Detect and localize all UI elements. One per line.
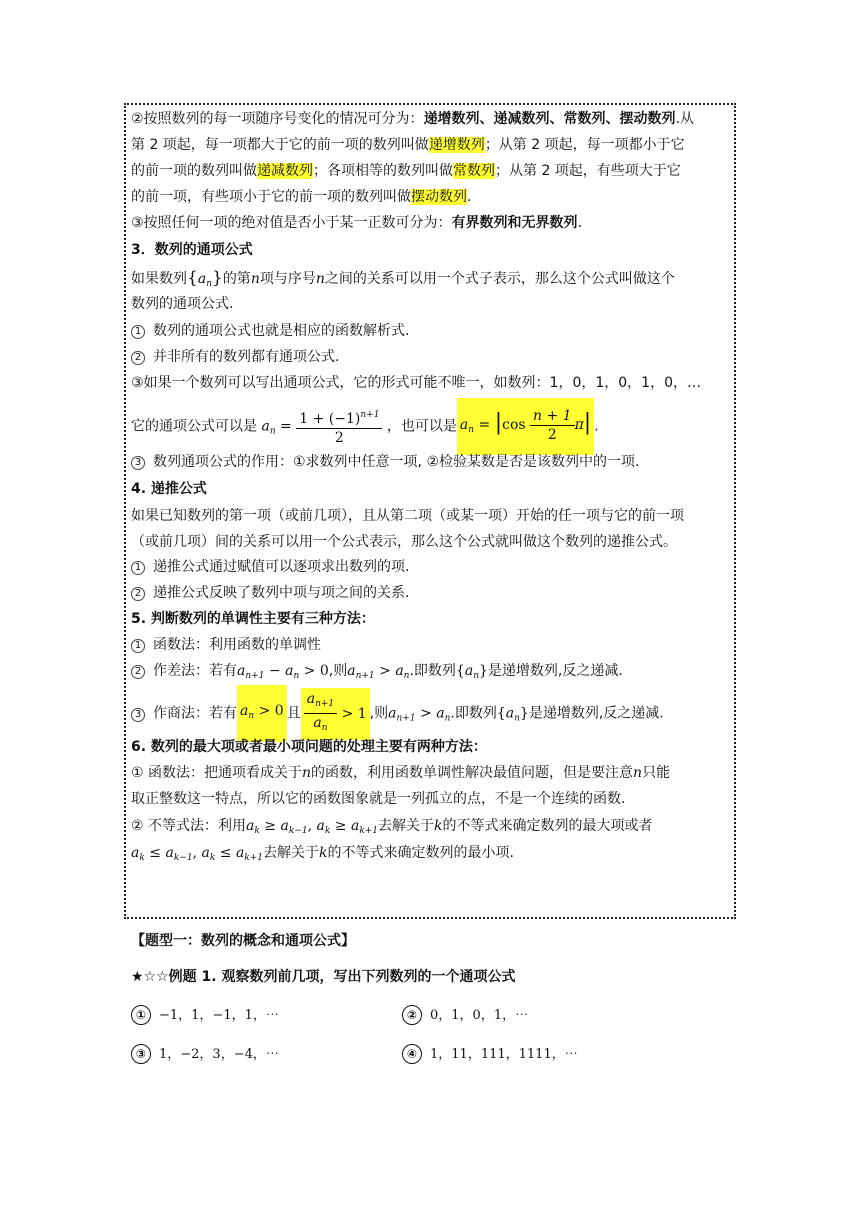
paragraph-line: 的前一项的数列叫做递减数列；各项相等的数列叫做常数列；从第 2 项起，有些项大于它 [131,163,681,179]
paragraph-line: 的前一项，有些项小于它的前一项的数列叫做摆动数列. [131,189,472,205]
paragraph-bounded: ③按照任何一项的绝对值是否小于某一正数可分为：有界数列和无界数列. [131,215,583,231]
item-number: ① [131,1005,151,1025]
list-item: 3 作商法：若有 $a_n > 0$ 且 $\frac{a_{n+1}}{a_n}$ > 1 ,则$a_{n+1} > a_n$.即数列$\{a_n\}$是递增数列,反之递减. [131,685,664,743]
section-heading-general-term: 3．数列的通项公式 [131,242,253,258]
highlight-decreasing: 递减数列 [257,163,313,179]
list-item: 2 递推公式反映了数列中项与项之间的关系. [131,583,409,603]
example-item: ② 0，1，0，1，⋯ [402,1004,528,1025]
list-item: ② 不等式法：利用$a_k \ge a_{k-1}$, $a_k \ge a_{k+1}$去解关于k的不等式来确定数列的最大项或者 [131,818,653,836]
paragraph-line: 取正整数这一特点，所以它的函数图象就是一列孤立的点，不是一个连续的函数. [131,791,626,807]
formula-line: 它的通项公式可以是 $a_n$ = $\frac{1 + (-1)^{n+1}}{2}$ ，也可以是 $a_n = |\cos$ $\frac{n + 1}{2}$ π| . [131,398,599,455]
circled-number: 1 [131,325,145,339]
section-heading-monotonicity: 5. 判断数列的单调性主要有三种方法： [131,611,375,627]
list-item: ① 函数法：把通项看成关于n的函数，利用函数单调性解决最值问题，但是要注意n只能 [131,765,671,781]
formula-cos-highlight: $a_n = |\cos$ $\frac{n + 1}{2}$ π| [457,398,594,455]
formula-highlight: $a_n > 0$ [237,685,287,742]
list-item: 3 数列通项公式的作用：①求数列中任意一项, ②检验某数是否是该数列中的一项. [131,452,639,472]
item-number: ② [402,1005,422,1025]
circled-number: 1 [131,639,145,653]
section-heading-type-one: 【题型一：数列的概念和通项公式】 [131,933,355,949]
example-title: ★☆☆例题 1. 观察数列前几项，写出下列数列的一个通项公式 [131,969,516,985]
circled-number: 2 [131,665,145,679]
section-heading-extremum: 6. 数列的最大项或者最小项问题的处理主要有两种方法： [131,739,487,755]
paragraph-line: 第 2 项起，每一项都大于它的前一项的数列叫做递增数列；从第 2 项起，每一项都小于它 [131,137,685,153]
circled-number: 2 [131,587,145,601]
circled-number: 1 [131,561,145,575]
list-item: 1 数列的通项公式也就是相应的函数解析式. [131,321,409,341]
highlight-oscillating: 摆动数列 [411,189,467,205]
formula-highlight: $\frac{a_{n+1}}{a_n}$ > 1 [301,688,370,740]
list-item: ③如果一个数列可以写出通项公式，它的形式可能不唯一，如数列：1，0，1，0，1，0，… [131,375,701,391]
section-heading-recursion: 4. 递推公式 [131,481,207,497]
paragraph-definition: 如果数列$\{a_n\}$的第n项与序号n之间的关系可以用一个式子表示，那么这个公式叫做这个 [131,268,675,289]
paragraph-line: （或前几项）间的关系可以用一个公式表示，那么这个公式就叫做这个数列的递推公式。 [131,534,677,550]
paragraph-line: 如果已知数列的第一项（或前几项），且从第二项（或某一项）开始的任一项与它的前一项 [131,508,684,524]
highlight-increasing: 递增数列 [428,137,485,153]
circled-number: 3 [131,708,145,722]
circled-number: 3 [131,456,145,470]
list-item: 2 并非所有的数列都有通项公式. [131,347,339,367]
example-item: ④ 1，11，111，1111，⋯ [402,1043,578,1064]
paragraph-line: $a_k \le a_{k-1}$, $a_k \le a_{k+1}$去解关于k的不等式来确定数列的最小项. [131,845,514,863]
highlight-constant: 常数列 [453,163,495,179]
example-item: ① −1，1，−1，1，⋯ [131,1004,279,1025]
list-item: 1 函数法：利用函数的单调性 [131,635,321,655]
list-item: 2 作差法：若有$a_{n+1} - a_n > 0$,则$a_{n+1} > a_n$.即数列$\{a_n\}$是递增数列,反之递减. [131,661,623,686]
paragraph-line: 数列的通项公式. [131,296,234,312]
item-number: ③ [131,1044,151,1064]
formula-fraction: $\frac{1 + (-1)^{n+1}}{2}$ [296,406,382,447]
item-number: ④ [402,1044,422,1064]
circled-number: 2 [131,351,145,365]
example-item: ③ 1，−2，3，−4，⋯ [131,1043,279,1064]
list-item: 1 递推公式通过赋值可以逐项求出数列的项. [131,557,409,577]
paragraph-monotonic-classification: ②按照数列的每一项随序号变化的情况可分为：递增数列、递减数列、常数列、摆动数列.从 [131,111,695,127]
